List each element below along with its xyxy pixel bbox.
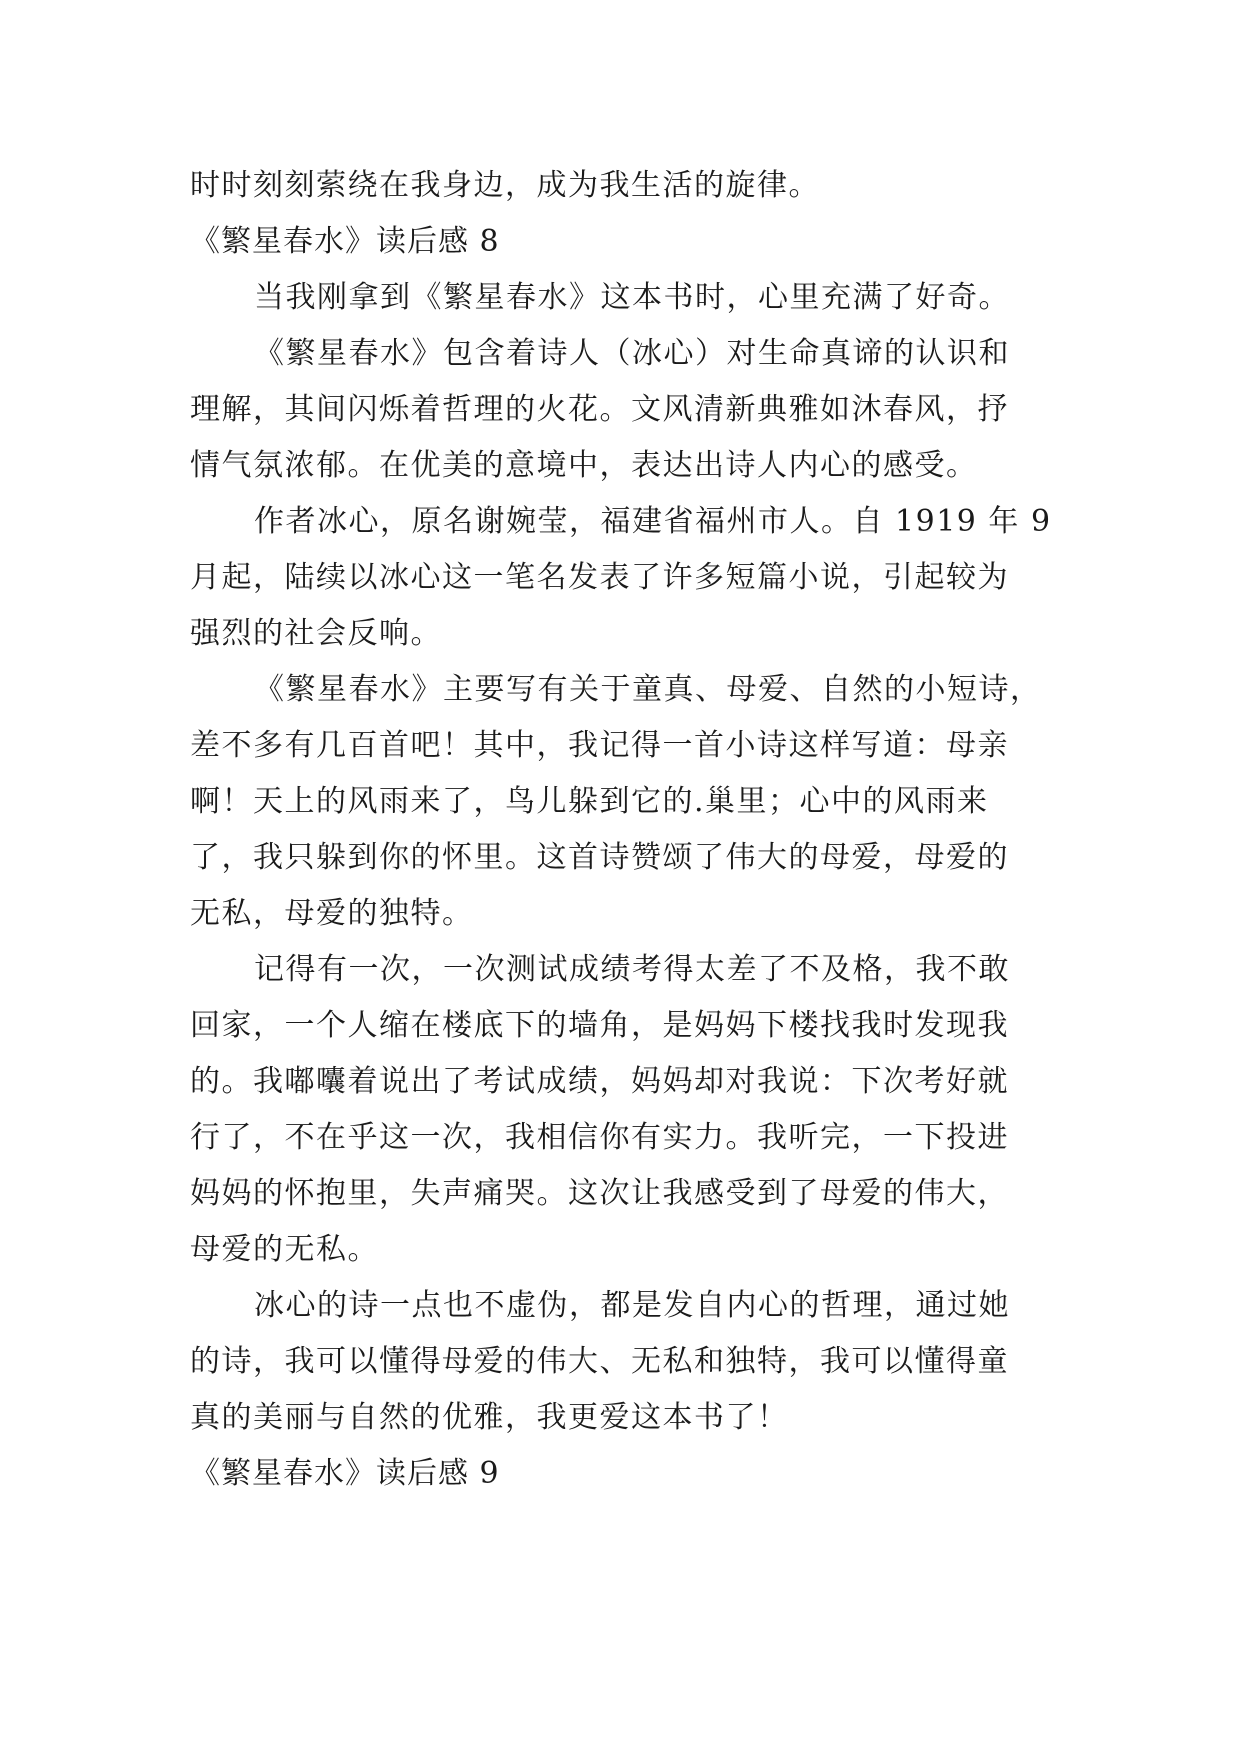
text-line: 回家，一个人缩在楼底下的墙角，是妈妈下楼找我时发现我: [190, 1008, 1009, 1043]
document-body: [190, 158, 1080, 1502]
text-line: 当我刚拿到《繁星春水》这本书时，心里充满了好奇。: [254, 280, 1010, 315]
text-line: 记得有一次，一次测试成绩考得太差了不及格，我不敢: [254, 952, 1010, 987]
text-line: 的诗，我可以懂得母爱的伟大、无私和独特，我可以懂得童: [190, 1344, 1009, 1379]
section-heading: 《繁星春水》读后感 9: [190, 1456, 500, 1491]
text-line: 时时刻刻萦绕在我身边，成为我生活的旋律。: [190, 168, 820, 203]
text-line: 强烈的社会反响。: [190, 616, 442, 651]
text-line: 妈妈的怀抱里，失声痛哭。这次让我感受到了母爱的伟大，: [190, 1176, 1009, 1211]
text-line: 的。我嘟囔着说出了考试成绩，妈妈却对我说：下次考好就: [190, 1064, 1009, 1099]
text-line: 无私，母爱的独特。: [190, 896, 474, 931]
text-line: 差不多有几百首吧！其中，我记得一首小诗这样写道：母亲: [190, 728, 1009, 763]
text-line: 真的美丽与自然的优雅，我更爱这本书了！: [190, 1400, 789, 1435]
section-heading: 《繁星春水》读后感 8: [190, 224, 500, 259]
text-line: 《繁星春水》主要写有关于童真、母爱、自然的小短诗，: [254, 672, 1042, 707]
text-line: 《繁星春水》包含着诗人（冰心）对生命真谛的认识和: [254, 336, 1010, 371]
text-line: 母爱的无私。: [190, 1232, 379, 1267]
text-line: 啊！天上的风雨来了，鸟儿躲到它的.巢里；心中的风雨来: [190, 784, 989, 819]
text-line: 冰心的诗一点也不虚伪，都是发自内心的哲理，通过她: [254, 1288, 1010, 1323]
text-line: 作者冰心，原名谢婉莹，福建省福州市人。自 1919 年 9: [254, 504, 1052, 539]
text-line: 行了，不在乎这一次，我相信你有实力。我听完，一下投进: [190, 1120, 1009, 1155]
text-line: 情气氛浓郁。在优美的意境中，表达出诗人内心的感受。: [190, 448, 978, 483]
text-line: 月起，陆续以冰心这一笔名发表了许多短篇小说，引起较为: [190, 560, 1009, 595]
text-line: 理解，其间闪烁着哲理的火花。文风清新典雅如沐春风，抒: [190, 392, 1009, 427]
text-line: 了，我只躲到你的怀里。这首诗赞颂了伟大的母爱，母爱的: [190, 840, 1009, 875]
